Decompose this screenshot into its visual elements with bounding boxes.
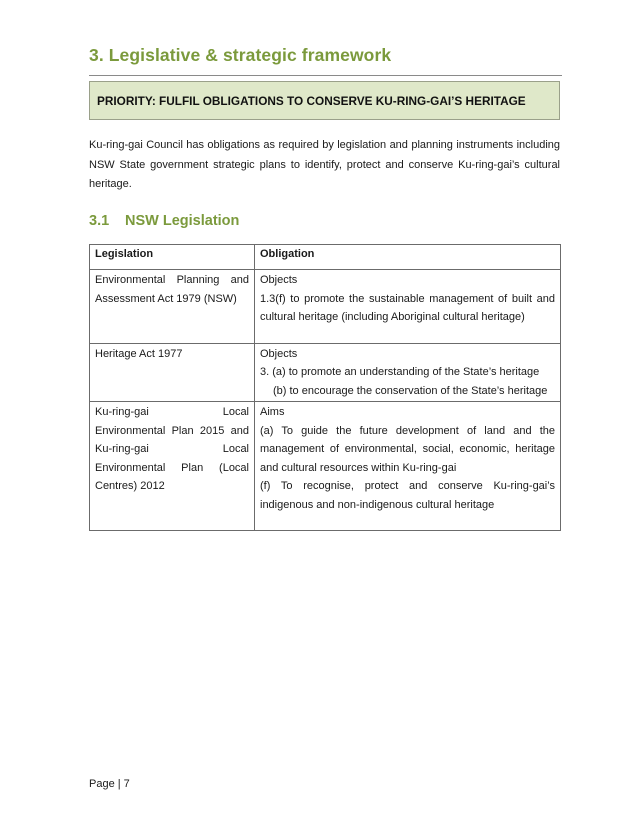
priority-box <box>89 81 560 120</box>
section-number: 3.1 <box>89 213 110 229</box>
legislation-table <box>89 244 561 531</box>
obligation-item: 1.3(f) to promote the sustainable management of built and cultural heritage (including Aboriginal cultural heritage) <box>260 292 555 323</box>
legislation-cell <box>90 343 255 402</box>
obligation-item: (b) to encourage the conservation of the State’s heritage <box>273 384 548 397</box>
obligation-item: (f) To recognise, protect and conserve Ku-ring-gai’s indigenous and non-indigenous cultural heritage <box>260 480 555 511</box>
chapter-title: 3. Legislative & strategic framework <box>89 45 392 65</box>
table-header-row <box>90 245 561 270</box>
title-divider <box>89 75 562 76</box>
obligation-heading: Aims <box>260 406 285 418</box>
table-row <box>90 402 561 531</box>
intro-paragraph: Ku-ring-gai Council has obligations as required by legislation and planning instruments including NSW State government strategic plans to identify, protect and conserve Ku-ring-gai’s cultural heritage. <box>89 139 560 190</box>
obligation-heading: Objects <box>260 274 298 286</box>
section-title: NSW Legislation <box>125 213 240 229</box>
legislation-name: Environmental Planning and Assessment Act 1979 (NSW) <box>95 274 249 305</box>
table-row <box>90 343 561 402</box>
obligation-item: (a) To guide the future development of land and the management of environmental, social, economic, heritage and cultural resources within Ku-ring-gai <box>260 424 555 474</box>
legislation-name: Ku-ring-gai Local Environmental Plan 2015 and Ku-ring-gai Local Environmental Plan (Local Centres) 2012 <box>95 406 249 492</box>
table-row <box>90 270 561 344</box>
legislation-cell <box>90 270 255 344</box>
priority-text: PRIORITY: FULFIL OBLIGATIONS TO CONSERVE KU-RING-GAI’S HERITAGE <box>97 94 526 108</box>
obligation-cell <box>255 402 561 531</box>
column-header-obligation: Obligation <box>255 245 561 270</box>
page-number: Page | 7 <box>89 778 130 790</box>
section-heading <box>89 213 239 229</box>
legislation-name: Heritage Act 1977 <box>95 347 183 360</box>
obligation-heading: Objects <box>260 347 298 360</box>
obligation-item: 3. (a) to promote an understanding of the State’s heritage <box>260 366 540 378</box>
legislation-cell <box>90 402 255 531</box>
obligation-cell <box>255 270 561 344</box>
column-header-legislation: Legislation <box>90 245 255 270</box>
obligation-cell <box>255 343 561 402</box>
